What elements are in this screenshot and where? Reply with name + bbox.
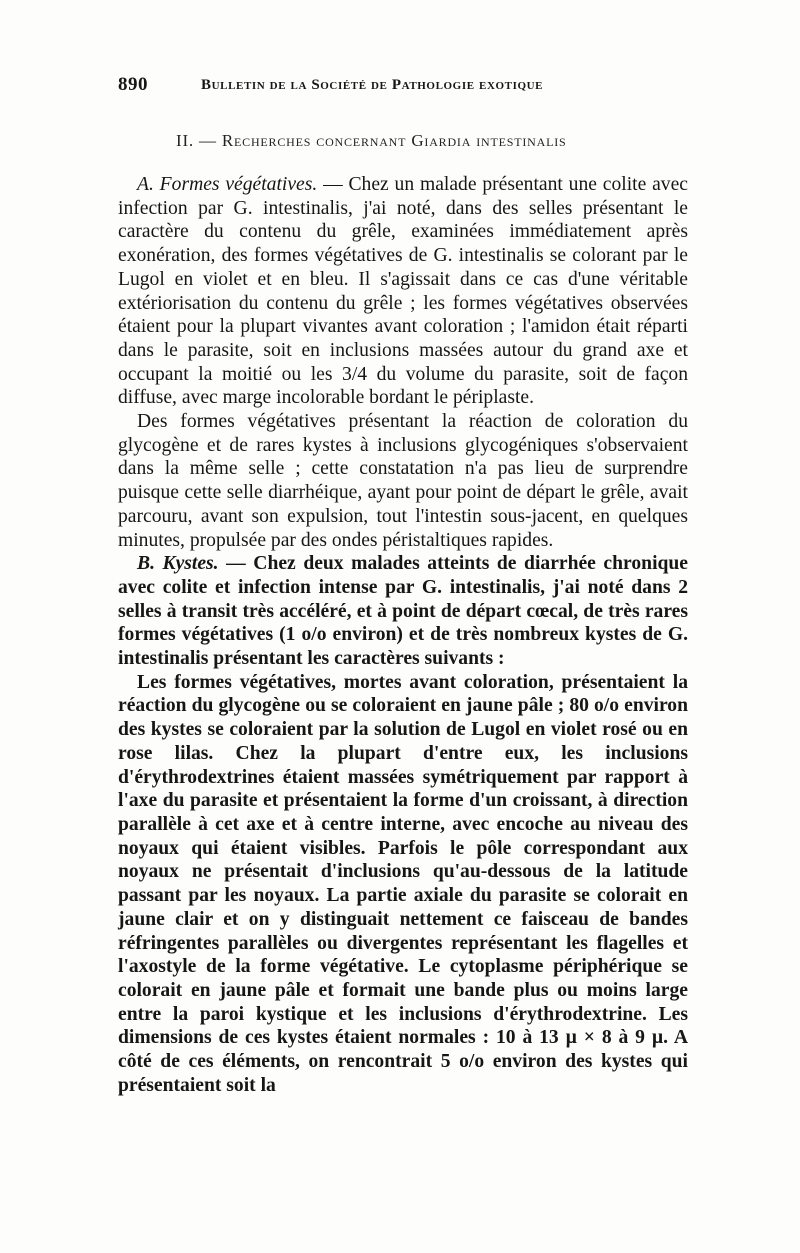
paragraph-vegetative-forms xyxy=(118,173,688,410)
section-title: II. — Recherches concernant Giardia intestinalis xyxy=(176,131,567,150)
paragraph-cyst-characteristics: Les formes végétatives, mortes avant coloration, présentaient la réaction du glycogène ou se coloraient en jaune pâle ; 80 o/o environ des kystes se coloraient par la solution de Lugol en violet rosé ou en rose lilas. Chez la plupart d'entre eux, les inclusions d'érythrodextrines étaient massées symétriquement par rapport à l'axe du parasite et présentaient la forme d'un croissant, à direction parallèle à cet axe et à centre interne, avec encoche au niveau des noyaux qui étaient visibles. Parfois le pôle correspondant aux noyaux ne présentait d'inclusions qu'au-dessous de la latitude passant par les noyaux. La partie axiale du parasite se colorait en jaune clair et on y distinguait nettement ce faisceau de bandes réfringentes parallèles ou divergentes représentant les flagelles et l'axostyle de la forme végétative. Le cytoplasme périphérique se colorait en jaune pâle et formait une bande plus ou moins large entre la paroi kystique et les inclusions d'érythrodextrine. Les dimensions de ces kystes étaient normales : 10 à 13 µ × 8 à 9 µ. A côté de ces éléments, on rencontrait 5 o/o environ des kystes qui présentaient soit la xyxy=(118,671,688,1096)
paragraph-lead: B. Kystes. xyxy=(137,553,219,575)
paragraph-lead: A. Formes végétatives. xyxy=(137,174,318,195)
body-text xyxy=(118,173,688,1097)
paragraph-text: — Chez deux malades atteints de diarrhée chronique avec colite et infection intense par G. intestinalis, j'ai noté dans 2 selles à transit très accéléré, et à point de départ cœcal, de très rares formes végétatives (1 o/o environ) et de très nombreux kystes de G. intestinalis présentant les caractères suivants : xyxy=(118,553,689,670)
page-number: 890 xyxy=(118,74,148,95)
paragraph-cysts xyxy=(118,552,688,671)
running-title: Bulletin de la Société de Pathologie exotique xyxy=(201,77,544,93)
paragraph-text: — Chez un malade présentant une colite avec infection par G. intestinalis, j'ai noté, dans des selles présentant le caractère du contenu du grêle, examinées immédiatement après exonération, des formes végétatives de G. intestinalis se colorant par le Lugol en violet et en bleu. Il s'agissait dans ce cas d'une véritable extériorisation du contenu du grêle ; les formes végétatives observées étaient pour la plupart vivantes avant coloration ; l'amidon était réparti dans le parasite, soit en inclusions massées autour du grand axe et occupant la moitié ou les 3/4 du volume du parasite, soit de façon diffuse, avec marge incolorable bordant le périplaste. xyxy=(118,174,688,409)
paragraph-glycogen: Des formes végétatives présentant la réaction de coloration du glycogène et de rares kystes à inclusions glycogéniques s'observaient dans la même selle ; cette constatation n'a pas lieu de surprendre puisque cette selle diarrhéique, ayant pour point de départ le grêle, avait parcouru, avant son expulsion, tout l'intestin sous-jacent, en quelques minutes, propulsée par des ondes péristaltiques rapides. xyxy=(118,411,688,551)
page-header xyxy=(118,74,688,98)
